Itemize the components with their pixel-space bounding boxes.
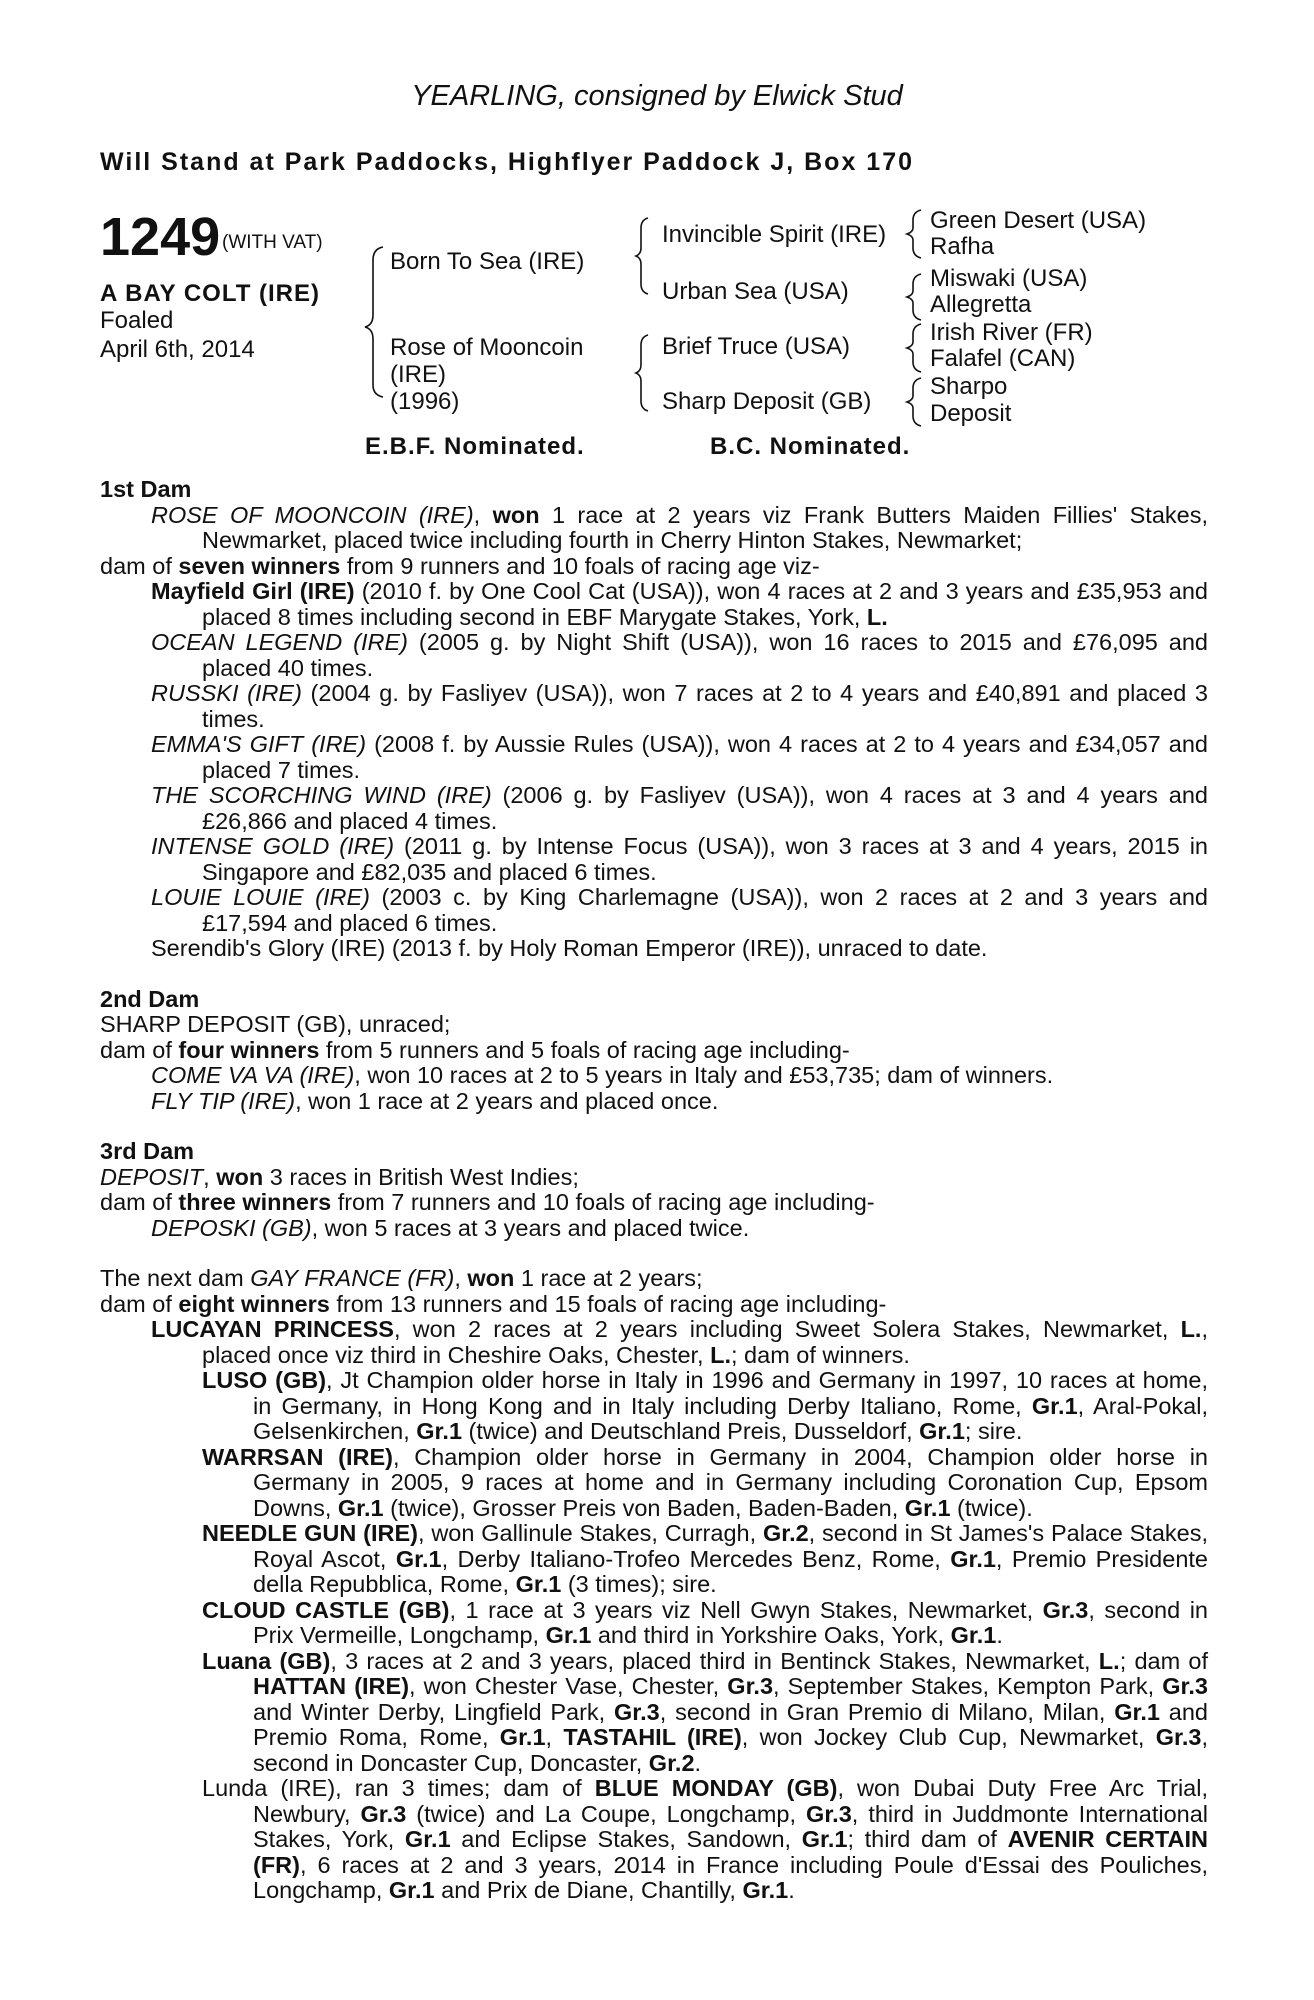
produce-lucayan-princess: LUCAYAN PRINCESS, won 2 races at 2 years including Sweet Solera Stakes, Newmarket, L., placed once viz third in Cheshire Oaks, Chester, L.; dam of winners.: [151, 1316, 1208, 1368]
dsd-name: Falafel (CAN): [930, 345, 1076, 372]
sdd-name: Allegretta: [930, 291, 1032, 318]
third-dam-produce: dam of three winners from 7 runners and 10 foals of racing age including-: [100, 1189, 875, 1215]
next-dam-record: The next dam GAY FRANCE (FR), won 1 race at 2 years;: [100, 1265, 703, 1291]
second-dam-produce: dam of four winners from 5 runners and 5 foals of racing age including-: [100, 1036, 850, 1063]
sire-name: Born To Sea (IRE): [390, 248, 585, 275]
ssd-name: Rafha: [930, 233, 995, 260]
produce-scorching-wind: THE SCORCHING WIND (IRE) (2006 g. by Fasliyev (USA)), won 4 races at 3 and 4 years and £26,866 and placed 4 times.: [151, 782, 1208, 834]
dam-name-line1: Rose of Mooncoin: [390, 334, 584, 361]
dam-dam: Sharp Deposit (GB): [662, 388, 872, 415]
vat-label: (WITH VAT): [222, 232, 323, 253]
ddd-name: Deposit: [930, 400, 1012, 427]
lot-number: 1249: [100, 207, 221, 267]
stand-location: Will Stand at Park Paddocks, Highflyer Paddock J, Box 170: [100, 148, 914, 176]
produce-lunda: Lunda (IRE), ran 3 times; dam of BLUE MONDAY (GB), won Dubai Duty Free Arc Trial, Newbury, Gr.3 (twice) and La Coupe, Longchamp, Gr.3, third in Juddmonte International Stakes, York, Gr.1 and Eclipse Stakes, Sandown, Gr.1; third dam of AVENIR CERTAIN (FR), 6 races at 2 and 3 years, 2014 in France including Poule d'Essai des Pouliches, Longchamp, Gr.1 and Prix de Diane, Chantilly, Gr.1.: [202, 1775, 1209, 1903]
horse-description: A BAY COLT (IRE): [100, 280, 321, 307]
produce-warrsan: WARRSAN (IRE), Champion older horse in Germany in 2004, Champion older horse in Germany in 2005, 9 races at home and in Germany including Coronation Cup, Epsom Downs, Gr.1 (twice), Grosser Preis von Baden, Baden-Baden, Gr.1 (twice).: [202, 1443, 1208, 1521]
produce-needle-gun: NEEDLE GUN (IRE), won Gallinule Stakes, Curragh, Gr.2, second in St James's Palace Stakes, Royal Ascot, Gr.1, Derby Italiano-Trofeo Mercedes Benz, Rome, Gr.1, Premio Presidente della Repubblica, Rome, Gr.1 (3 times); sire.: [202, 1520, 1209, 1597]
dss-name: Irish River (FR): [930, 319, 1093, 346]
catalogue-body: [100, 477, 1208, 1904]
dam-name-line3: (1996): [390, 388, 460, 415]
ebf-nominated: E.B.F. Nominated.: [365, 433, 585, 460]
produce-mayfield-girl: Mayfield Girl (IRE) (2010 f. by One Cool Cat (USA)), won 4 races at 2 and 3 years and £35,953 and placed 8 times including second in EBF Marygate Stakes, York, L.: [151, 578, 1208, 630]
first-dam-record: ROSE OF MOONCOIN (IRE), won 1 race at 2 years viz Frank Butters Maiden Fillies' Stakes, Newmarket, placed twice including fourth in Cherry Hinton Stakes, Newmarket;: [151, 501, 1208, 553]
next-dam-produce: dam of eight winners from 13 runners and 15 foals of racing age including-: [100, 1290, 887, 1317]
produce-intense-gold: INTENSE GOLD (IRE) (2011 g. by Intense Focus (USA)), won 3 races at 3 and 4 years, 2015 in Singapore and £82,035 and placed 6 times.: [151, 833, 1208, 885]
produce-serendibs-glory: Serendib's Glory (IRE) (2013 f. by Holy Roman Emperor (IRE)), unraced to date.: [151, 935, 988, 961]
second-dam-heading: 2nd Dam: [100, 985, 200, 1012]
produce-deposki: DEPOSKI (GB), won 5 races at 3 years and placed twice.: [151, 1214, 750, 1241]
sire-sire: Invincible Spirit (IRE): [662, 221, 887, 248]
consignment-header: YEARLING, consigned by Elwick Stud: [411, 80, 903, 112]
bc-nominated: B.C. Nominated.: [710, 433, 911, 460]
first-dam-produce: dam of seven winners from 9 runners and 10 foals of racing age viz-: [100, 552, 820, 579]
dam-name: [390, 334, 583, 415]
produce-louie-louie: LOUIE LOUIE (IRE) (2003 c. by King Charlemagne (USA)), won 2 races at 2 and 3 years and £17,594 and placed 6 times.: [151, 884, 1209, 936]
produce-cloud-castle: CLOUD CASTLE (GB), 1 race at 3 years viz Nell Gwyn Stakes, Newmarket, Gr.3, second in Prix Vermeille, Longchamp, Gr.1 and third in Yorkshire Oaks, York, Gr.1.: [202, 1596, 1208, 1648]
produce-ocean-legend: OCEAN LEGEND (IRE) (2005 g. by Night Shift (USA)), won 16 races to 2015 and £76,095 and placed 40 times.: [151, 629, 1209, 681]
dam-sire: Brief Truce (USA): [662, 333, 851, 360]
sss-name: Green Desert (USA): [930, 207, 1147, 234]
produce-fly-tip: FLY TIP (IRE), won 1 race at 2 years and placed once.: [151, 1087, 719, 1114]
produce-luso: LUSO (GB), Jt Champion older horse in Italy in 1996 and Germany in 1997, 10 races at home, in Germany, in Hong Kong and in Italy including Derby Italiano, Rome, Gr.1, Aral-Pokal, Gelsenkirchen, Gr.1 (twice) and Deutschland Preis, Dusseldorf, Gr.1; sire.: [202, 1367, 1208, 1444]
sire-dam: Urban Sea (USA): [662, 278, 849, 305]
produce-emmas-gift: EMMA'S GIFT (IRE) (2008 f. by Aussie Rules (USA)), won 4 races at 2 to 4 years and £34,057 and placed 7 times.: [151, 731, 1208, 783]
dds-name: Sharpo: [930, 373, 1008, 400]
third-dam-heading: 3rd Dam: [100, 1138, 195, 1164]
sds-name: Miswaki (USA): [930, 265, 1088, 292]
produce-russki: RUSSKI (IRE) (2004 g. by Fasliyev (USA)), won 7 races at 2 to 4 years and £40,891 and placed 3 times.: [151, 680, 1208, 732]
second-dam-record: SHARP DEPOSIT (GB), unraced;: [100, 1011, 451, 1037]
foaled-label: Foaled: [100, 307, 174, 334]
foaled-date: April 6th, 2014: [100, 336, 255, 363]
third-dam-record: DEPOSIT, won 3 races in British West Indies;: [100, 1163, 579, 1190]
produce-luana: Luana (GB), 3 races at 2 and 3 years, placed third in Bentinck Stakes, Newmarket, L.; dam of HATTAN (IRE), won Chester Vase, Chester, Gr.3, September Stakes, Kempton Park, Gr.3 and Winter Derby, Lingfield Park, Gr.3, second in Gran Premio di Milano, Milan, Gr.1 and Premio Roma, Rome, Gr.1, TASTAHIL (IRE), won Jockey Club Cup, Newmarket, Gr.3, second in Doncaster Cup, Doncaster, Gr.2.: [202, 1647, 1209, 1776]
dam-name-line2: (IRE): [390, 361, 446, 388]
produce-come-va-va: COME VA VA (IRE), won 10 races at 2 to 5 years in Italy and £53,735; dam of winners.: [151, 1062, 1054, 1088]
first-dam-heading: 1st Dam: [100, 476, 192, 502]
